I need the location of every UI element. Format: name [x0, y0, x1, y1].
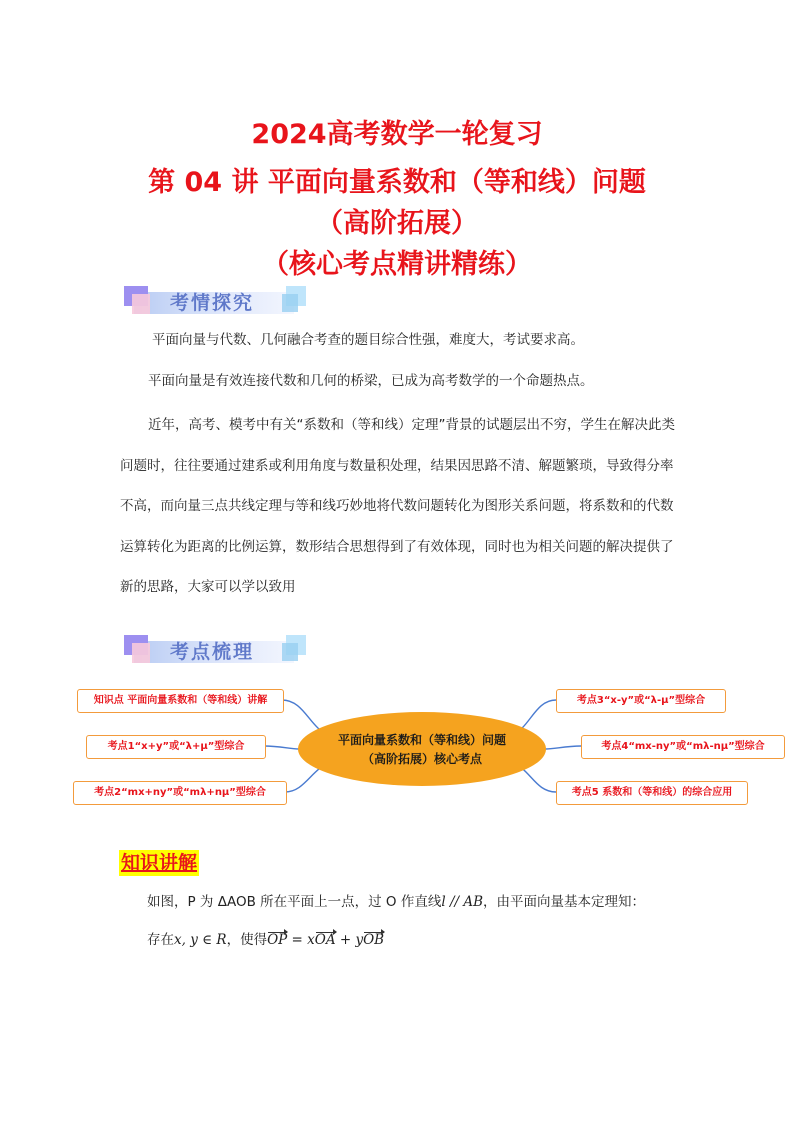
math-expression: + y [335, 932, 364, 948]
mindmap-connector [264, 746, 299, 749]
mindmap-node-topic5: 考点5 系数和（等和线）的综合应用 [556, 781, 748, 805]
mindmap-center-line1: 平面向量系数和（等和线）问题 [337, 733, 506, 747]
math-expression: = x [287, 932, 315, 948]
vector-ob: OB [363, 932, 385, 948]
knowledge-heading: 知识讲解 [121, 852, 198, 874]
vector-oa: OA [314, 932, 336, 948]
mindmap-node-topic4: 考点4“mx-ny”或“mλ-nμ”型综合 [581, 735, 785, 759]
paragraph: 平面向量与代数、几何融合考查的题目综合性强，难度大，考试要求高。 [152, 332, 584, 348]
mindmap-node-topic1: 考点1“x+y”或“λ+μ”型综合 [86, 735, 266, 759]
section-heading: 考点梳理 [170, 641, 255, 663]
math-expression: x, y ∈ R [174, 932, 227, 948]
lecture-title: 第 04 讲 平面向量系数和（等和线）问题 [148, 167, 646, 198]
mindmap-connector [545, 746, 581, 749]
text-segment: ，使得 [226, 932, 268, 948]
text-segment: 如图，P 为 ΔAOB 所在平面上一点，过 O 作直线 [147, 894, 442, 910]
knowledge-line-1 [147, 890, 645, 910]
mindmap-node-knowledge: 知识点 平面向量系数和（等和线）讲解 [77, 689, 284, 713]
text-segment: ，由平面向量基本定理知： [483, 894, 646, 910]
document-title: 2024高考数学一轮复习 [251, 119, 543, 150]
mindmap-center-line2: （高阶拓展）核心考点 [361, 752, 482, 766]
mindmap-center-node [298, 712, 546, 786]
math-expression: l // AB [441, 894, 484, 910]
paragraph: 平面向量是有效连接代数和几何的桥梁，已成为高考数学的一个命题热点。 [148, 373, 594, 389]
knowledge-line-2 [147, 928, 384, 948]
mindmap-node-topic3: 考点3“x-y”或“λ-μ”型综合 [556, 689, 726, 713]
text-segment: 存在 [147, 932, 174, 948]
paragraph: 近年，高考、模考中有关“系数和（等和线）定理”背景的试题层出不穷，学生在解决此类问题时，往往要通过建系或利用角度与数量积处理，结果因思路不清、解题繁琐，导致得分率不高，而向量三点共线定理与等和线巧妙地将代数问题转化为图形关系问题，将系数和的代数运算转化为距离的比例运算，数形结合思想得到了有效体现，同时也为相关问题的解决提供了新的思路，大家可以学以致用 [120, 417, 675, 595]
section-heading: 考情探究 [170, 292, 255, 314]
vector-op: OP [267, 932, 288, 948]
mindmap-node-topic2: 考点2“mx+ny”或“mλ+nμ”型综合 [73, 781, 287, 805]
title-subtitle-advanced: （高阶拓展） [316, 208, 478, 239]
title-subtitle-core: （核心考点精讲精练） [262, 249, 532, 280]
